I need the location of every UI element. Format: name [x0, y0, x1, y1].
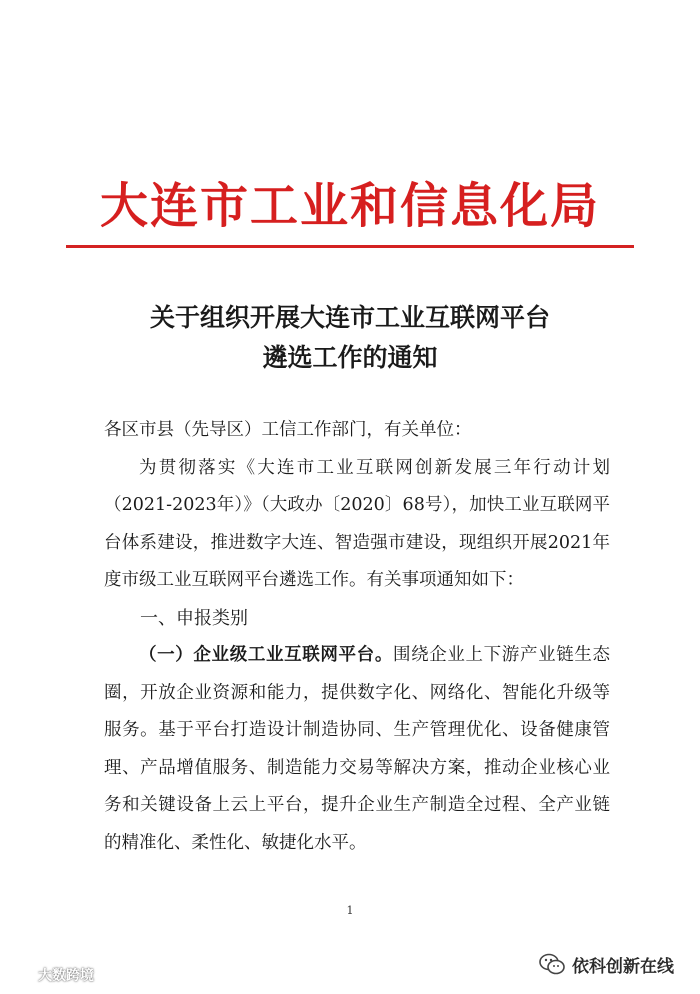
item-1-label: （一）企业级工业互联网平台。: [139, 645, 393, 665]
section-heading-1: 一、申报类别: [140, 607, 248, 629]
title-line-1: 关于组织开展大连市工业互联网平台: [149, 303, 550, 332]
watermark-right-text: 依科创新在线: [572, 956, 674, 977]
salutation: 各区市县（先导区）工信工作部门，有关单位：: [104, 420, 472, 440]
issuing-authority-header: 大连市工业和信息化局: [99, 178, 600, 234]
item-1-text: 围绕企业上下游产业链生态圈，开放企业资源和能力，提供数字化、网络化、智能化升级等服务。基于平台打造设计制造协同、生产管理优化、设备健康管理、产品增值服务、制造能力交易等解决方案，推动企业核心业务和关键设备上云上平台，提升企业生产制造全过程、全产业链的精准化、柔性化、敏捷化水平。: [104, 645, 611, 853]
document-body: [104, 412, 610, 862]
item-1-paragraph: [104, 637, 610, 862]
intro-paragraph: 为贯彻落实《大连市工业互联网创新发展三年行动计划（2021-2023年）》（大政办〔2020〕68号），加快工业互联网平台体系建设，推进数字大连、智造强市建设，现组织开展2021年度市级工业互联网平台遴选工作。有关事项通知如下：: [104, 457, 610, 590]
watermark-right: [538, 950, 674, 978]
wechat-icon: [538, 952, 566, 976]
watermark-logo-icon: [6, 966, 34, 984]
document-title: [60, 298, 640, 378]
page-number: 1: [346, 904, 354, 917]
red-header-rule: [66, 245, 634, 248]
watermark-left: [6, 964, 94, 986]
title-line-2: 遴选工作的通知: [262, 343, 438, 372]
watermark-left-text: 大数跨境: [38, 968, 94, 984]
